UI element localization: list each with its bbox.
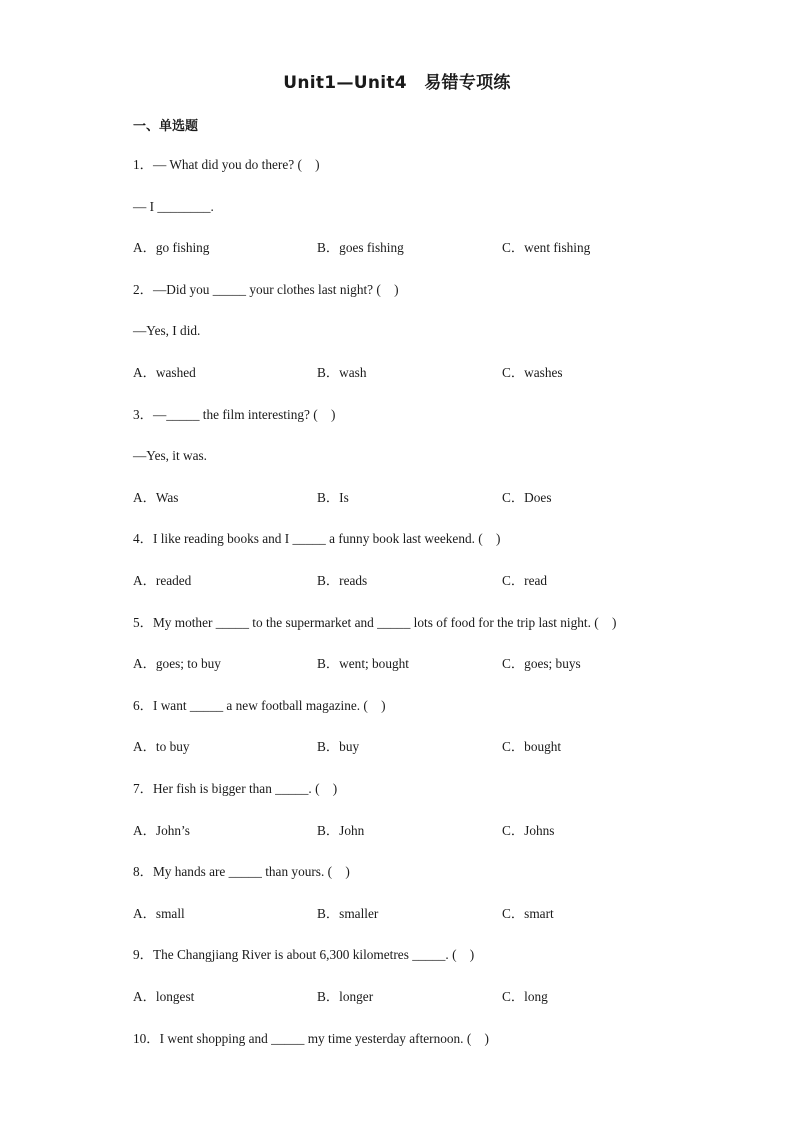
question-1-reply: — I ________. — [133, 199, 214, 214]
question-9-stem: 9．The Changjiang River is about 6,300 kilometres _____. ( ) — [133, 947, 475, 962]
question-5-option-c[interactable]: C．goes; buys — [502, 656, 581, 671]
question-3-option-a[interactable]: A．Was — [133, 490, 179, 505]
question-1-option-c[interactable]: C．went fishing — [502, 240, 591, 255]
section-heading: 一、单选题 — [133, 119, 199, 134]
question-5-option-b[interactable]: B．went; bought — [317, 656, 409, 671]
question-5-option-a[interactable]: A．goes; to buy — [133, 656, 221, 671]
question-3-reply: —Yes, it was. — [133, 448, 208, 463]
question-2-stem: 2．—Did you _____ your clothes last night? ( ) — [133, 282, 399, 297]
question-8-option-c[interactable]: C．smart — [502, 906, 554, 921]
question-4-option-a[interactable]: A．readed — [133, 573, 192, 588]
question-2-reply: —Yes, I did. — [133, 323, 201, 338]
page-title: Unit1—Unit4 易错专项练 — [283, 73, 511, 93]
question-1-stem: 1．— What did you do there? ( ) — [133, 157, 320, 172]
question-3-stem: 3．—_____ the film interesting? ( ) — [133, 407, 336, 422]
question-6-option-b[interactable]: B．buy — [317, 739, 360, 754]
question-9-option-a[interactable]: A．longest — [133, 989, 195, 1004]
question-2-option-a[interactable]: A．washed — [133, 365, 196, 380]
question-2-option-b[interactable]: B．wash — [317, 365, 367, 380]
question-10-stem: 10．I went shopping and _____ my time yesterday afternoon. ( ) — [133, 1031, 489, 1046]
question-3-option-b[interactable]: B．Is — [317, 490, 349, 505]
question-8-option-b[interactable]: B．smaller — [317, 906, 379, 921]
question-5-stem: 5．My mother _____ to the supermarket and _____ lots of food for the trip last night. ( ) — [133, 615, 617, 630]
question-6-option-a[interactable]: A．to buy — [133, 739, 190, 754]
question-6-option-c[interactable]: C．bought — [502, 739, 562, 754]
question-7-option-b[interactable]: B．John — [317, 823, 365, 838]
question-4-stem: 4．I like reading books and I _____ a funny book last weekend. ( ) — [133, 531, 501, 546]
question-1-option-b[interactable]: B．goes fishing — [317, 240, 404, 255]
question-1-option-a[interactable]: A．go fishing — [133, 240, 210, 255]
question-9-option-b[interactable]: B．longer — [317, 989, 374, 1004]
question-8-option-a[interactable]: A．small — [133, 906, 185, 921]
question-7-option-a[interactable]: A．John’s — [133, 823, 190, 838]
question-2-option-c[interactable]: C．washes — [502, 365, 563, 380]
question-9-option-c[interactable]: C．long — [502, 989, 548, 1004]
question-7-option-c[interactable]: C．Johns — [502, 823, 555, 838]
question-4-option-c[interactable]: C．read — [502, 573, 548, 588]
question-7-stem: 7．Her fish is bigger than _____. ( ) — [133, 781, 338, 796]
question-4-option-b[interactable]: B．reads — [317, 573, 368, 588]
question-3-option-c[interactable]: C．Does — [502, 490, 552, 505]
question-8-stem: 8．My hands are _____ than yours. ( ) — [133, 864, 350, 879]
question-6-stem: 6．I want _____ a new football magazine. ( ) — [133, 698, 386, 713]
